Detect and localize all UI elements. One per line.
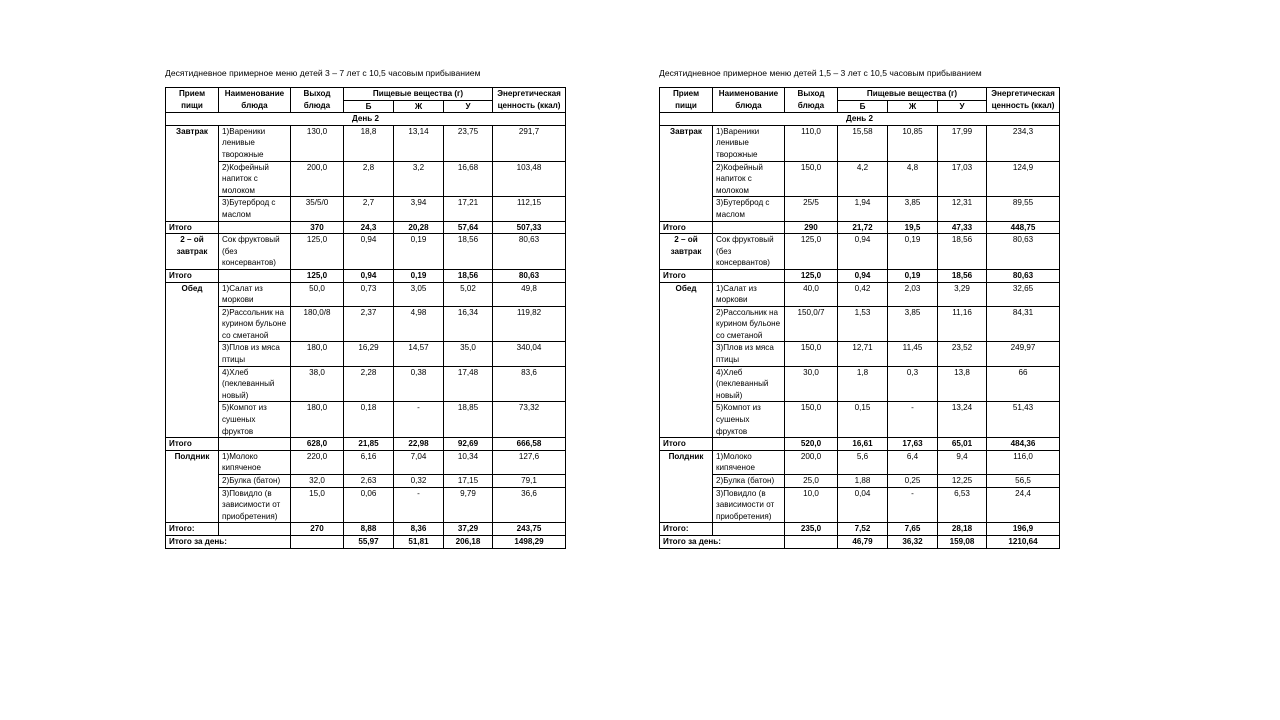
fat-value: 4,8	[888, 161, 938, 197]
table-caption: Десятидневное примерное меню детей 3 – 7 лет с 10,5 часовым прибыванием	[165, 68, 481, 78]
total-carbs: 18,56	[444, 269, 493, 282]
day-total-protein: 46,79	[838, 535, 888, 548]
protein-value: 0,15	[838, 402, 888, 438]
energy-value: 124,9	[987, 161, 1060, 197]
day-label: День 2	[166, 113, 566, 126]
total-label: Итого	[166, 438, 219, 451]
meal-total-row	[166, 221, 566, 234]
fat-value: 11,45	[888, 342, 938, 366]
total-empty	[713, 438, 785, 451]
total-fat: 19,5	[888, 221, 938, 234]
energy-value: 56,5	[987, 475, 1060, 488]
day-total-energy: 1498,29	[493, 535, 566, 548]
total-empty	[219, 523, 291, 536]
dish-name: 4)Хлеб (пеклеванный новый)	[219, 366, 291, 402]
energy-value: 80,63	[493, 234, 566, 270]
carbs-value: 12,31	[938, 197, 987, 221]
fat-value: 13,14	[394, 125, 444, 161]
protein-value: 2,63	[344, 475, 394, 488]
meal-name: Завтрак	[660, 125, 713, 221]
dish-name: Сок фруктовый (без консервантов)	[219, 234, 291, 270]
energy-value: 79,1	[493, 475, 566, 488]
total-label: Итого	[166, 269, 219, 282]
fat-value: 0,25	[888, 475, 938, 488]
dish-yield: 150,0/7	[785, 306, 838, 342]
menu-sheet-younger	[659, 67, 1059, 549]
energy-value: 119,82	[493, 306, 566, 342]
dish-row	[660, 197, 1060, 221]
fat-value: 3,85	[888, 306, 938, 342]
dish-name: 2)Кофейный напиток с молоком	[219, 161, 291, 197]
dish-row	[660, 475, 1060, 488]
total-label: Итого	[660, 269, 713, 282]
total-label: Итого:	[660, 523, 713, 536]
total-protein: 0,94	[344, 269, 394, 282]
dish-name: 3)Плов из мяса птицы	[219, 342, 291, 366]
carbs-value: 9,4	[938, 450, 987, 474]
header-nutrients: Пищевые вещества (г)	[838, 88, 987, 101]
header-yield: Выход блюда	[785, 88, 838, 113]
protein-value: 2,7	[344, 197, 394, 221]
total-energy: 484,36	[987, 438, 1060, 451]
dish-name: 5)Компот из сушеных фруктов	[713, 402, 785, 438]
header-meal: Прием пищи	[660, 88, 713, 113]
day-total-row	[166, 535, 566, 548]
dish-row	[660, 306, 1060, 342]
dish-name: 5)Компот из сушеных фруктов	[219, 402, 291, 438]
dish-row	[166, 487, 566, 523]
fat-value: -	[394, 487, 444, 523]
energy-value: 249,97	[987, 342, 1060, 366]
carbs-value: 13,8	[938, 366, 987, 402]
day-row	[166, 113, 566, 126]
energy-value: 83,6	[493, 366, 566, 402]
total-carbs: 92,69	[444, 438, 493, 451]
meal-name: Обед	[660, 282, 713, 438]
total-carbs: 65,01	[938, 438, 987, 451]
dish-row	[166, 475, 566, 488]
dish-yield: 180,0/8	[291, 306, 344, 342]
dish-yield: 10,0	[785, 487, 838, 523]
header-nutrients: Пищевые вещества (г)	[344, 88, 493, 101]
day-total-fat: 36,32	[888, 535, 938, 548]
total-yield: 125,0	[291, 269, 344, 282]
dish-yield: 200,0	[291, 161, 344, 197]
carbs-value: 16,34	[444, 306, 493, 342]
carbs-value: 18,56	[938, 234, 987, 270]
dish-name: 1)Вареники ленивые творожные	[713, 125, 785, 161]
meal-total-row	[660, 269, 1060, 282]
dish-row	[660, 342, 1060, 366]
energy-value: 49,8	[493, 282, 566, 306]
dish-row	[660, 450, 1060, 474]
total-empty	[713, 523, 785, 536]
menu-table	[165, 87, 566, 549]
header-dish: Наименование блюда	[219, 88, 291, 113]
dish-name: 2)Рассольник на курином бульоне со сметаной	[219, 306, 291, 342]
dish-yield: 32,0	[291, 475, 344, 488]
total-energy: 80,63	[493, 269, 566, 282]
dish-row	[166, 234, 566, 270]
energy-value: 127,6	[493, 450, 566, 474]
protein-value: 1,88	[838, 475, 888, 488]
carbs-value: 12,25	[938, 475, 987, 488]
energy-value: 66	[987, 366, 1060, 402]
menu-table	[659, 87, 1060, 549]
header-protein: Б	[838, 100, 888, 113]
header-dish: Наименование блюда	[713, 88, 785, 113]
header-carbs: У	[444, 100, 493, 113]
meal-total-row	[166, 438, 566, 451]
fat-value: 14,57	[394, 342, 444, 366]
total-empty	[219, 438, 291, 451]
total-label: Итого	[660, 221, 713, 234]
meal-name: Полдник	[166, 450, 219, 523]
header-fat: Ж	[394, 100, 444, 113]
day-total-fat: 51,81	[394, 535, 444, 548]
carbs-value: 10,34	[444, 450, 493, 474]
fat-value: 10,85	[888, 125, 938, 161]
dish-name: 1)Молоко кипяченое	[219, 450, 291, 474]
day-total-label: Итого за день:	[166, 535, 291, 548]
dish-name: 3)Повидло (в зависимости от приобретения)	[219, 487, 291, 523]
total-yield: 290	[785, 221, 838, 234]
energy-value: 51,43	[987, 402, 1060, 438]
dish-name: 1)Салат из моркови	[219, 282, 291, 306]
meal-total-row	[660, 438, 1060, 451]
carbs-value: 3,29	[938, 282, 987, 306]
dish-name: 3)Повидло (в зависимости от приобретения)	[713, 487, 785, 523]
day-total-row	[660, 535, 1060, 548]
energy-value: 340,04	[493, 342, 566, 366]
carbs-value: 18,85	[444, 402, 493, 438]
day-total-yield	[291, 535, 344, 548]
protein-value: 2,37	[344, 306, 394, 342]
total-yield: 125,0	[785, 269, 838, 282]
energy-value: 234,3	[987, 125, 1060, 161]
energy-value: 36,6	[493, 487, 566, 523]
day-row	[660, 113, 1060, 126]
protein-value: 1,8	[838, 366, 888, 402]
total-protein: 7,52	[838, 523, 888, 536]
protein-value: 0,73	[344, 282, 394, 306]
protein-value: 6,16	[344, 450, 394, 474]
energy-value: 103,48	[493, 161, 566, 197]
total-carbs: 37,29	[444, 523, 493, 536]
energy-value: 84,31	[987, 306, 1060, 342]
fat-value: 0,32	[394, 475, 444, 488]
total-energy: 243,75	[493, 523, 566, 536]
dish-name: 3)Плов из мяса птицы	[713, 342, 785, 366]
menu-sheet-older	[165, 67, 565, 549]
dish-yield: 150,0	[785, 402, 838, 438]
protein-value: 15,58	[838, 125, 888, 161]
dish-row	[660, 125, 1060, 161]
fat-value: -	[888, 487, 938, 523]
total-fat: 0,19	[394, 269, 444, 282]
meal-name: Полдник	[660, 450, 713, 523]
meal-total-row	[660, 523, 1060, 536]
total-yield: 235,0	[785, 523, 838, 536]
meal-name: Завтрак	[166, 125, 219, 221]
dish-row	[660, 487, 1060, 523]
carbs-value: 17,48	[444, 366, 493, 402]
dish-name: 2)Рассольник на курином бульоне со сметаной	[713, 306, 785, 342]
total-energy: 507,33	[493, 221, 566, 234]
total-yield: 270	[291, 523, 344, 536]
day-total-yield	[785, 535, 838, 548]
total-carbs: 18,56	[938, 269, 987, 282]
meal-name: 2 – ой завтрак	[660, 234, 713, 270]
header-carbs: У	[938, 100, 987, 113]
protein-value: 0,94	[838, 234, 888, 270]
dish-name: 1)Вареники ленивые творожные	[219, 125, 291, 161]
dish-name: 2)Кофейный напиток с молоком	[713, 161, 785, 197]
total-protein: 24,3	[344, 221, 394, 234]
total-fat: 20,28	[394, 221, 444, 234]
carbs-value: 5,02	[444, 282, 493, 306]
dish-name: 2)Булка (батон)	[713, 475, 785, 488]
dish-row	[166, 282, 566, 306]
dish-row	[166, 366, 566, 402]
total-energy: 196,9	[987, 523, 1060, 536]
protein-value: 18,8	[344, 125, 394, 161]
dish-row	[166, 306, 566, 342]
energy-value: 32,65	[987, 282, 1060, 306]
header-energy: Энергетическая ценность (ккал)	[987, 88, 1060, 113]
carbs-value: 35,0	[444, 342, 493, 366]
dish-row	[660, 402, 1060, 438]
energy-value: 89,55	[987, 197, 1060, 221]
protein-value: 2,28	[344, 366, 394, 402]
dish-row	[166, 450, 566, 474]
carbs-value: 23,52	[938, 342, 987, 366]
carbs-value: 9,79	[444, 487, 493, 523]
fat-value: 2,03	[888, 282, 938, 306]
dish-row	[166, 197, 566, 221]
protein-value: 1,94	[838, 197, 888, 221]
header-protein: Б	[344, 100, 394, 113]
fat-value: 3,85	[888, 197, 938, 221]
total-protein: 0,94	[838, 269, 888, 282]
total-empty	[713, 269, 785, 282]
dish-row	[166, 161, 566, 197]
dish-name: 2)Булка (батон)	[219, 475, 291, 488]
total-carbs: 57,64	[444, 221, 493, 234]
dish-name: 1)Салат из моркови	[713, 282, 785, 306]
fat-value: 3,05	[394, 282, 444, 306]
energy-value: 112,15	[493, 197, 566, 221]
dish-name: 4)Хлеб (пеклеванный новый)	[713, 366, 785, 402]
total-label: Итого	[166, 221, 219, 234]
dish-yield: 200,0	[785, 450, 838, 474]
carbs-value: 17,15	[444, 475, 493, 488]
dish-yield: 180,0	[291, 342, 344, 366]
protein-value: 16,29	[344, 342, 394, 366]
header-energy: Энергетическая ценность (ккал)	[493, 88, 566, 113]
dish-yield: 50,0	[291, 282, 344, 306]
total-empty	[713, 221, 785, 234]
fat-value: 0,3	[888, 366, 938, 402]
total-label: Итого:	[166, 523, 219, 536]
energy-value: 291,7	[493, 125, 566, 161]
carbs-value: 18,56	[444, 234, 493, 270]
dish-row	[660, 234, 1060, 270]
day-total-carbs: 206,18	[444, 535, 493, 548]
total-energy: 80,63	[987, 269, 1060, 282]
total-label: Итого	[660, 438, 713, 451]
energy-value: 73,32	[493, 402, 566, 438]
total-protein: 21,85	[344, 438, 394, 451]
total-carbs: 28,18	[938, 523, 987, 536]
day-label: День 2	[660, 113, 1060, 126]
dish-yield: 220,0	[291, 450, 344, 474]
fat-value: 0,19	[394, 234, 444, 270]
dish-yield: 150,0	[785, 161, 838, 197]
dish-yield: 110,0	[785, 125, 838, 161]
header-fat: Ж	[888, 100, 938, 113]
fat-value: 3,94	[394, 197, 444, 221]
carbs-value: 23,75	[444, 125, 493, 161]
energy-value: 24,4	[987, 487, 1060, 523]
total-fat: 8,36	[394, 523, 444, 536]
fat-value: 4,98	[394, 306, 444, 342]
carbs-value: 11,16	[938, 306, 987, 342]
meal-name: Обед	[166, 282, 219, 438]
dish-yield: 30,0	[785, 366, 838, 402]
dish-yield: 130,0	[291, 125, 344, 161]
protein-value: 5,6	[838, 450, 888, 474]
dish-yield: 25/5	[785, 197, 838, 221]
dish-row	[166, 402, 566, 438]
total-yield: 520,0	[785, 438, 838, 451]
dish-name: 3)Бутерброд с маслом	[713, 197, 785, 221]
dish-yield: 25,0	[785, 475, 838, 488]
protein-value: 4,2	[838, 161, 888, 197]
protein-value: 0,06	[344, 487, 394, 523]
dish-yield: 35/5/0	[291, 197, 344, 221]
day-total-carbs: 159,08	[938, 535, 987, 548]
protein-value: 0,42	[838, 282, 888, 306]
total-yield: 628,0	[291, 438, 344, 451]
day-total-label: Итого за день:	[660, 535, 785, 548]
table-caption: Десятидневное примерное меню детей 1,5 – 3 лет с 10,5 часовым прибыванием	[659, 68, 982, 78]
protein-value: 0,94	[344, 234, 394, 270]
dish-name: 3)Бутерброд с маслом	[219, 197, 291, 221]
carbs-value: 13,24	[938, 402, 987, 438]
carbs-value: 17,21	[444, 197, 493, 221]
dish-row	[660, 161, 1060, 197]
fat-value: 6,4	[888, 450, 938, 474]
dish-row	[166, 342, 566, 366]
protein-value: 12,71	[838, 342, 888, 366]
dish-yield: 125,0	[291, 234, 344, 270]
fat-value: -	[394, 402, 444, 438]
fat-value: 3,2	[394, 161, 444, 197]
protein-value: 0,04	[838, 487, 888, 523]
carbs-value: 17,99	[938, 125, 987, 161]
dish-yield: 38,0	[291, 366, 344, 402]
total-fat: 17,63	[888, 438, 938, 451]
total-fat: 0,19	[888, 269, 938, 282]
total-yield: 370	[291, 221, 344, 234]
total-protein: 16,61	[838, 438, 888, 451]
dish-row	[166, 125, 566, 161]
meal-name: 2 – ой завтрак	[166, 234, 219, 270]
protein-value: 2,8	[344, 161, 394, 197]
dish-row	[660, 282, 1060, 306]
total-fat: 22,98	[394, 438, 444, 451]
total-energy: 448,75	[987, 221, 1060, 234]
protein-value: 0,18	[344, 402, 394, 438]
total-empty	[219, 221, 291, 234]
dish-yield: 125,0	[785, 234, 838, 270]
energy-value: 116,0	[987, 450, 1060, 474]
dish-yield: 150,0	[785, 342, 838, 366]
header-yield: Выход блюда	[291, 88, 344, 113]
dish-name: Сок фруктовый (без консервантов)	[713, 234, 785, 270]
total-protein: 21,72	[838, 221, 888, 234]
fat-value: 0,38	[394, 366, 444, 402]
dish-yield: 180,0	[291, 402, 344, 438]
fat-value: -	[888, 402, 938, 438]
dish-yield: 40,0	[785, 282, 838, 306]
day-total-energy: 1210,64	[987, 535, 1060, 548]
dish-name: 1)Молоко кипяченое	[713, 450, 785, 474]
fat-value: 7,04	[394, 450, 444, 474]
meal-total-row	[660, 221, 1060, 234]
total-energy: 666,58	[493, 438, 566, 451]
total-protein: 8,88	[344, 523, 394, 536]
total-empty	[219, 269, 291, 282]
carbs-value: 16,68	[444, 161, 493, 197]
carbs-value: 6,53	[938, 487, 987, 523]
total-carbs: 47,33	[938, 221, 987, 234]
meal-total-row	[166, 269, 566, 282]
dish-yield: 15,0	[291, 487, 344, 523]
total-fat: 7,65	[888, 523, 938, 536]
header-meal: Прием пищи	[166, 88, 219, 113]
protein-value: 1,53	[838, 306, 888, 342]
meal-total-row	[166, 523, 566, 536]
fat-value: 0,19	[888, 234, 938, 270]
day-total-protein: 55,97	[344, 535, 394, 548]
dish-row	[660, 366, 1060, 402]
energy-value: 80,63	[987, 234, 1060, 270]
carbs-value: 17,03	[938, 161, 987, 197]
